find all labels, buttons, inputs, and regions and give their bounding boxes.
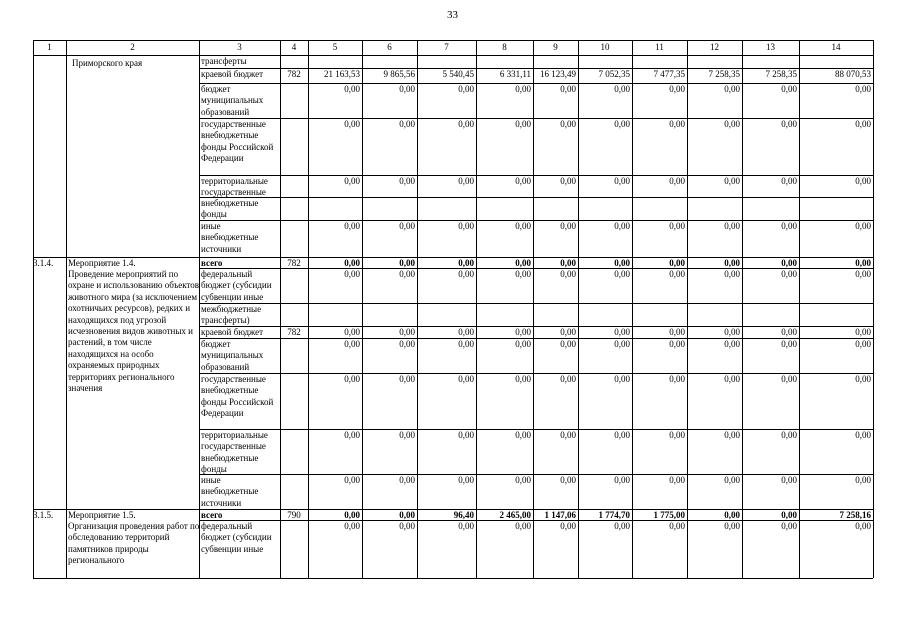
row-divider (199, 197, 873, 198)
amount-cell: 0,00 (458, 258, 474, 268)
column-header: 4 (291, 42, 297, 52)
amount-cell: 0,00 (855, 258, 871, 268)
amount-cell: 0,00 (515, 475, 531, 485)
amount-cell: 7 258,35 (708, 69, 740, 79)
amount-cell: 6 331,11 (499, 69, 531, 79)
amount-cell: 0,00 (855, 176, 871, 186)
activity-description: Организация проведения работ по обследованию территорий памятников природы регионального (68, 521, 200, 566)
amount-cell: 0,00 (614, 221, 630, 231)
amount-cell: 0,00 (855, 221, 871, 231)
amount-cell: 0,00 (399, 374, 415, 384)
activity-number: 3.1.5. (33, 510, 54, 520)
row-divider (199, 55, 873, 56)
amount-cell: 0,00 (344, 374, 360, 384)
amount-cell: 0,00 (344, 475, 360, 485)
amount-cell: 0,00 (669, 374, 685, 384)
funding-source: всего (201, 258, 223, 268)
amount-cell: 5 540,45 (442, 69, 474, 79)
amount-cell: 0,00 (781, 119, 797, 129)
funding-source: всего (201, 510, 223, 520)
amount-cell: 0,00 (781, 84, 797, 94)
amount-cell: 1 147,06 (544, 510, 576, 520)
amount-cell: 7 258,16 (839, 510, 871, 520)
amount-cell: 0,00 (781, 430, 797, 440)
column-divider (280, 40, 281, 578)
amount-cell: 0,00 (515, 84, 531, 94)
amount-cell: 0,00 (855, 339, 871, 349)
activity-title: Приморского края (72, 58, 143, 68)
column-header: 7 (444, 42, 449, 52)
row-divider (33, 578, 873, 579)
amount-cell: 2 465,00 (499, 510, 531, 520)
amount-cell: 0,00 (855, 119, 871, 129)
funding-source: иные внебюджетные источники (201, 221, 259, 254)
amount-cell: 0,00 (724, 374, 740, 384)
amount-cell: 0,00 (855, 374, 871, 384)
amount-cell: 0,00 (515, 430, 531, 440)
amount-cell: 0,00 (614, 475, 630, 485)
funding-source: территориальные государственные внебюджетные фонды (201, 430, 268, 474)
column-header: 10 (600, 42, 610, 52)
amount-cell: 0,00 (458, 475, 474, 485)
amount-cell: 0,00 (855, 475, 871, 485)
funding-source: краевой бюджет (201, 69, 264, 79)
amount-cell: 7 477,35 (653, 69, 685, 79)
amount-cell: 0,00 (781, 521, 797, 531)
amount-cell: 0,00 (458, 521, 474, 531)
amount-cell: 0,00 (614, 176, 630, 186)
column-header: 1 (47, 42, 52, 52)
amount-cell: 0,00 (344, 221, 360, 231)
column-header: 6 (387, 42, 392, 52)
amount-cell: 0,00 (399, 176, 415, 186)
amount-cell: 0,00 (669, 258, 685, 268)
amount-cell: 0,00 (614, 339, 630, 349)
amount-cell: 0,00 (458, 430, 474, 440)
amount-cell: 0,00 (344, 327, 360, 337)
amount-cell: 0,00 (560, 221, 576, 231)
amount-cell: 0,00 (560, 269, 576, 279)
amount-cell: 7 258,35 (765, 69, 797, 79)
amount-cell: 0,00 (614, 430, 630, 440)
amount-cell: 0,00 (781, 374, 797, 384)
column-header: 12 (710, 42, 719, 52)
amount-cell: 0,00 (614, 258, 630, 268)
amount-cell: 0,00 (458, 269, 474, 279)
amount-cell: 0,00 (614, 84, 630, 94)
amount-cell: 0,00 (399, 327, 415, 337)
funding-source: внебюджетные фонды (201, 198, 259, 220)
amount-cell: 0,00 (724, 269, 740, 279)
amount-cell: 0,00 (724, 475, 740, 485)
amount-cell: 0,00 (344, 176, 360, 186)
amount-cell: 0,00 (614, 327, 630, 337)
column-header: 11 (655, 42, 664, 52)
funding-source: бюджет муниципальных образований (201, 84, 264, 117)
budget-code: 782 (287, 258, 301, 268)
amount-cell: 0,00 (669, 339, 685, 349)
amount-cell: 0,00 (399, 84, 415, 94)
amount-cell: 21 163,53 (324, 69, 360, 79)
amount-cell: 0,00 (855, 521, 871, 531)
amount-cell: 0,00 (724, 430, 740, 440)
amount-cell: 0,00 (614, 374, 630, 384)
amount-cell: 0,00 (344, 84, 360, 94)
funding-source: территориальные государственные (201, 176, 268, 197)
amount-cell: 0,00 (781, 327, 797, 337)
amount-cell: 0,00 (669, 84, 685, 94)
amount-cell: 0,00 (515, 258, 531, 268)
amount-cell: 0,00 (344, 258, 360, 268)
amount-cell: 0,00 (458, 84, 474, 94)
amount-cell: 0,00 (781, 339, 797, 349)
amount-cell: 0,00 (399, 430, 415, 440)
funding-source: иные внебюджетные источники (201, 475, 259, 508)
amount-cell: 0,00 (399, 258, 415, 268)
funding-source: межбюджетные трансферты) (201, 304, 262, 326)
activity-description: Проведение мероприятий по охране и использованию объектов животного мира (за исключением охотничьих ресурсов), редких и находящихся под угрозой исчезновения видов животных и растений, в том числе находящихся на особо охраняемых природных территориях регионального значения (68, 269, 200, 394)
column-header: 13 (766, 42, 775, 52)
amount-cell: 0,00 (669, 269, 685, 279)
amount-cell: 0,00 (560, 475, 576, 485)
amount-cell: 0,00 (344, 430, 360, 440)
funding-source: краевой бюджет (201, 327, 264, 337)
amount-cell: 0,00 (614, 521, 630, 531)
amount-cell: 0,00 (781, 475, 797, 485)
amount-cell: 0,00 (669, 119, 685, 129)
activity-title: Мероприятие 1.4. (68, 258, 136, 268)
amount-cell: 0,00 (399, 521, 415, 531)
amount-cell: 0,00 (458, 327, 474, 337)
amount-cell: 0,00 (344, 510, 360, 520)
amount-cell: 0,00 (515, 176, 531, 186)
column-header: 3 (237, 42, 242, 52)
amount-cell: 0,00 (560, 84, 576, 94)
amount-cell: 0,00 (399, 339, 415, 349)
column-header: 2 (130, 42, 135, 52)
funding-source: бюджет муниципальных образований (201, 339, 264, 372)
funding-source: государственные внебюджетные фонды Российской Федерации (201, 119, 274, 164)
amount-cell: 0,00 (515, 521, 531, 531)
amount-cell: 9 865,56 (383, 69, 415, 79)
column-header: 9 (553, 42, 558, 52)
amount-cell: 0,00 (399, 221, 415, 231)
amount-cell: 0,00 (515, 327, 531, 337)
amount-cell: 1 775,00 (653, 510, 685, 520)
amount-cell: 0,00 (560, 258, 576, 268)
amount-cell: 0,00 (669, 176, 685, 186)
amount-cell: 0,00 (614, 119, 630, 129)
amount-cell: 0,00 (515, 221, 531, 231)
amount-cell: 0,00 (724, 521, 740, 531)
amount-cell: 0,00 (855, 84, 871, 94)
funding-source: федеральный бюджет (субсидии субвенции иные (201, 269, 272, 302)
amount-cell: 0,00 (399, 510, 415, 520)
activity-number: 3.1.4. (33, 258, 54, 268)
amount-cell: 88 070,53 (835, 69, 871, 79)
amount-cell: 0,00 (515, 119, 531, 129)
amount-cell: 0,00 (669, 221, 685, 231)
amount-cell: 0,00 (560, 374, 576, 384)
amount-cell: 0,00 (458, 374, 474, 384)
amount-cell: 16 123,49 (540, 69, 576, 79)
row-divider (33, 40, 873, 41)
amount-cell: 0,00 (855, 327, 871, 337)
funding-source: трансферты (201, 56, 247, 66)
amount-cell: 0,00 (669, 430, 685, 440)
amount-cell: 0,00 (560, 176, 576, 186)
activity-title: Мероприятие 1.5. (68, 510, 136, 520)
amount-cell: 0,00 (724, 510, 740, 520)
amount-cell: 0,00 (781, 510, 797, 520)
column-header: 8 (502, 42, 507, 52)
column-header: 14 (831, 42, 841, 52)
amount-cell: 0,00 (669, 521, 685, 531)
amount-cell: 0,00 (458, 176, 474, 186)
amount-cell: 0,00 (560, 119, 576, 129)
budget-code: 782 (287, 69, 301, 79)
amount-cell: 0,00 (781, 176, 797, 186)
amount-cell: 0,00 (781, 258, 797, 268)
column-divider (873, 40, 874, 578)
amount-cell: 0,00 (560, 327, 576, 337)
amount-cell: 0,00 (724, 339, 740, 349)
amount-cell: 0,00 (344, 521, 360, 531)
amount-cell: 0,00 (399, 269, 415, 279)
amount-cell: 0,00 (781, 221, 797, 231)
amount-cell: 0,00 (724, 119, 740, 129)
amount-cell: 0,00 (515, 374, 531, 384)
amount-cell: 0,00 (515, 269, 531, 279)
amount-cell: 0,00 (560, 430, 576, 440)
amount-cell: 0,00 (560, 339, 576, 349)
amount-cell: 0,00 (399, 119, 415, 129)
funding-source: государственные внебюджетные фонды Российской Федерации (201, 374, 274, 419)
amount-cell: 0,00 (344, 339, 360, 349)
amount-cell: 0,00 (458, 221, 474, 231)
amount-cell: 0,00 (724, 327, 740, 337)
amount-cell: 0,00 (724, 221, 740, 231)
amount-cell: 0,00 (458, 339, 474, 349)
budget-code: 790 (287, 510, 301, 520)
amount-cell: 0,00 (560, 521, 576, 531)
page-number: 33 (447, 9, 458, 21)
amount-cell: 0,00 (399, 475, 415, 485)
amount-cell: 0,00 (344, 269, 360, 279)
amount-cell: 0,00 (855, 269, 871, 279)
amount-cell: 0,00 (669, 327, 685, 337)
amount-cell: 0,00 (669, 475, 685, 485)
amount-cell: 0,00 (458, 119, 474, 129)
column-header: 5 (332, 42, 338, 52)
amount-cell: 7 052,35 (598, 69, 630, 79)
amount-cell: 0,00 (781, 269, 797, 279)
budget-code: 782 (287, 327, 301, 337)
row-divider (199, 303, 873, 304)
amount-cell: 0,00 (344, 119, 360, 129)
amount-cell: 96,40 (453, 510, 474, 520)
amount-cell: 0,00 (724, 258, 740, 268)
column-divider (33, 40, 34, 578)
amount-cell: 0,00 (515, 339, 531, 349)
amount-cell: 1 774,70 (598, 510, 630, 520)
amount-cell: 0,00 (724, 176, 740, 186)
amount-cell: 0,00 (855, 430, 871, 440)
amount-cell: 0,00 (724, 84, 740, 94)
funding-source: федеральный бюджет (субсидии субвенции иные (201, 521, 272, 554)
amount-cell: 0,00 (614, 269, 630, 279)
